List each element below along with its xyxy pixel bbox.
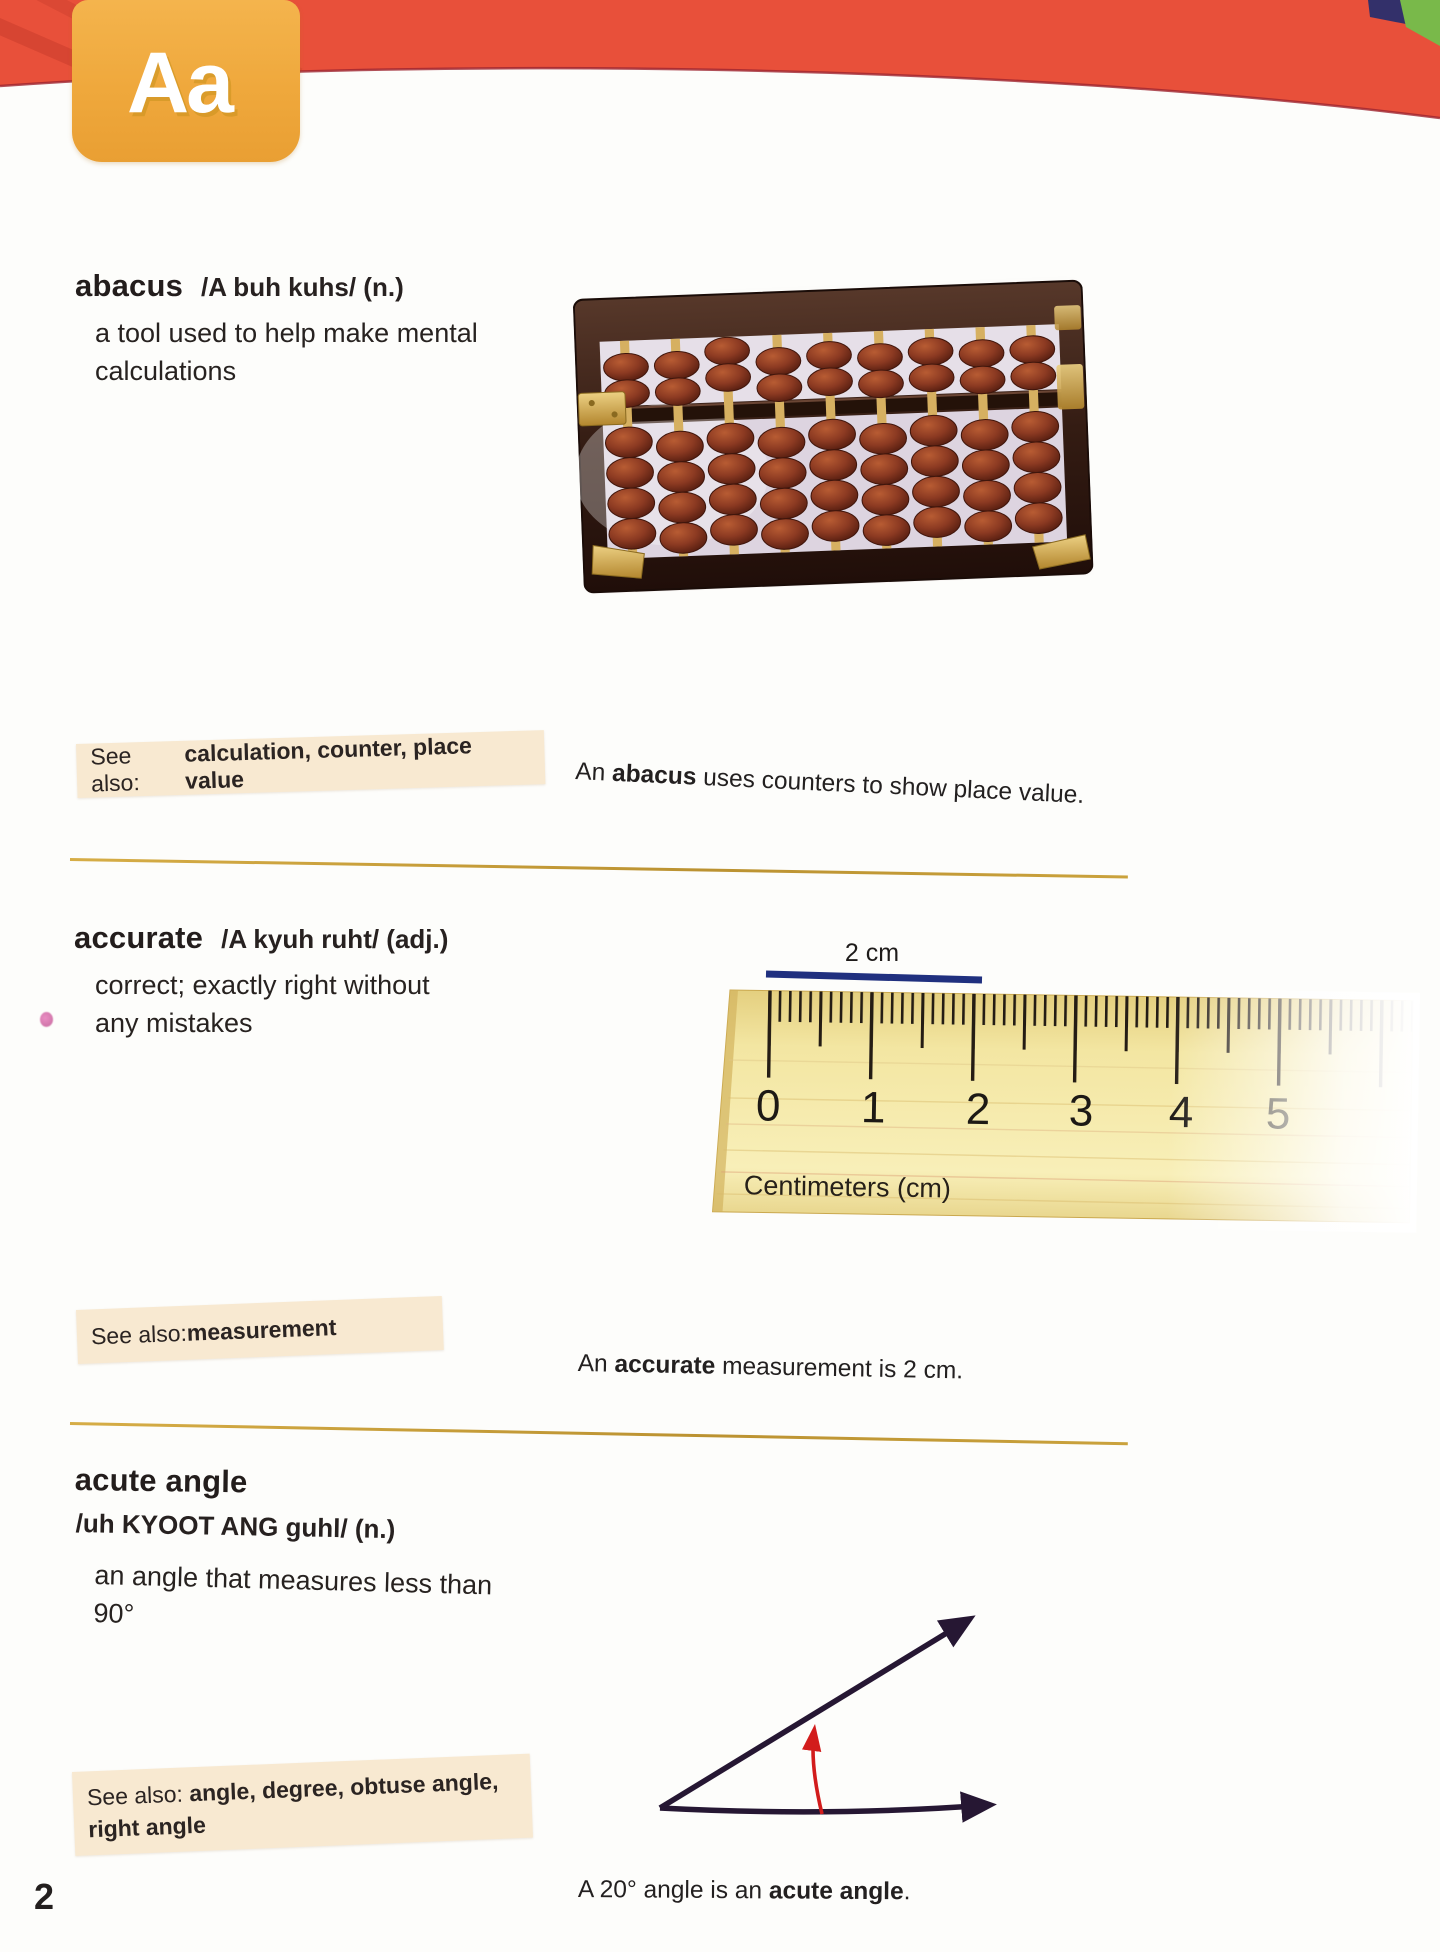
see-also-terms: angle, degree, obtuse angle, xyxy=(188,1767,499,1807)
letter-tab-label: Aa xyxy=(127,35,231,131)
pronunciation: /uh KYOOT ANG guhl/ (n.) xyxy=(75,1508,396,1545)
svg-text:3: 3 xyxy=(1068,1086,1094,1136)
see-also-terms: calculation, counter, place value xyxy=(183,732,473,794)
measure-label: 2 cm xyxy=(844,939,900,967)
definition: correct; exactly right without any mistakes xyxy=(95,970,430,1039)
abacus-photo xyxy=(572,270,1093,594)
angle-arc-arrow xyxy=(813,1732,822,1814)
measure-line xyxy=(766,974,982,980)
headword: accurate xyxy=(74,920,204,955)
ruler-figure xyxy=(700,928,1440,1248)
section-divider xyxy=(70,858,1128,878)
letter-tab xyxy=(72,0,300,162)
ruler-unit-label: Centimeters (cm) xyxy=(743,1170,952,1204)
headword: acute angle xyxy=(74,1462,248,1500)
see-also-label: See also: xyxy=(90,1319,188,1349)
ruler xyxy=(712,982,1420,1233)
see-also-box xyxy=(76,1296,444,1364)
see-also-label: See also: xyxy=(89,742,141,797)
pronunciation: /A kyuh ruht/ (adj.) xyxy=(221,924,449,954)
angle-baseline-ray xyxy=(660,1805,988,1812)
definition: a tool used to help make mental calculations xyxy=(95,318,478,387)
acute-angle-diagram xyxy=(560,1568,1060,1860)
page-number: 2 xyxy=(34,1876,55,1917)
svg-text:1: 1 xyxy=(860,1083,886,1133)
entry-accurate-header xyxy=(74,920,448,956)
see-also-terms: measurement xyxy=(186,1313,337,1346)
caption: An abacus uses counters to show place value. xyxy=(574,758,1085,809)
section-divider xyxy=(70,1422,1128,1445)
pronunciation: /A buh kuhs/ (n.) xyxy=(201,272,404,302)
definition: an angle that measures less than 90° xyxy=(93,1559,493,1630)
svg-text:2: 2 xyxy=(965,1084,991,1135)
caption: A 20° angle is an acute angle. xyxy=(577,1876,911,1906)
see-also-box xyxy=(72,1754,533,1857)
see-also-box xyxy=(76,730,545,798)
headword: abacus xyxy=(75,268,184,303)
see-also-label: See also: xyxy=(86,1780,190,1811)
ink-smudge xyxy=(40,1012,53,1027)
entry-abacus-header xyxy=(75,268,404,304)
caption: An accurate measurement is 2 cm. xyxy=(577,1350,964,1385)
see-also-terms: right angle xyxy=(87,1811,207,1843)
svg-text:0: 0 xyxy=(755,1081,781,1131)
entry-acute-angle-header xyxy=(74,1462,247,1500)
